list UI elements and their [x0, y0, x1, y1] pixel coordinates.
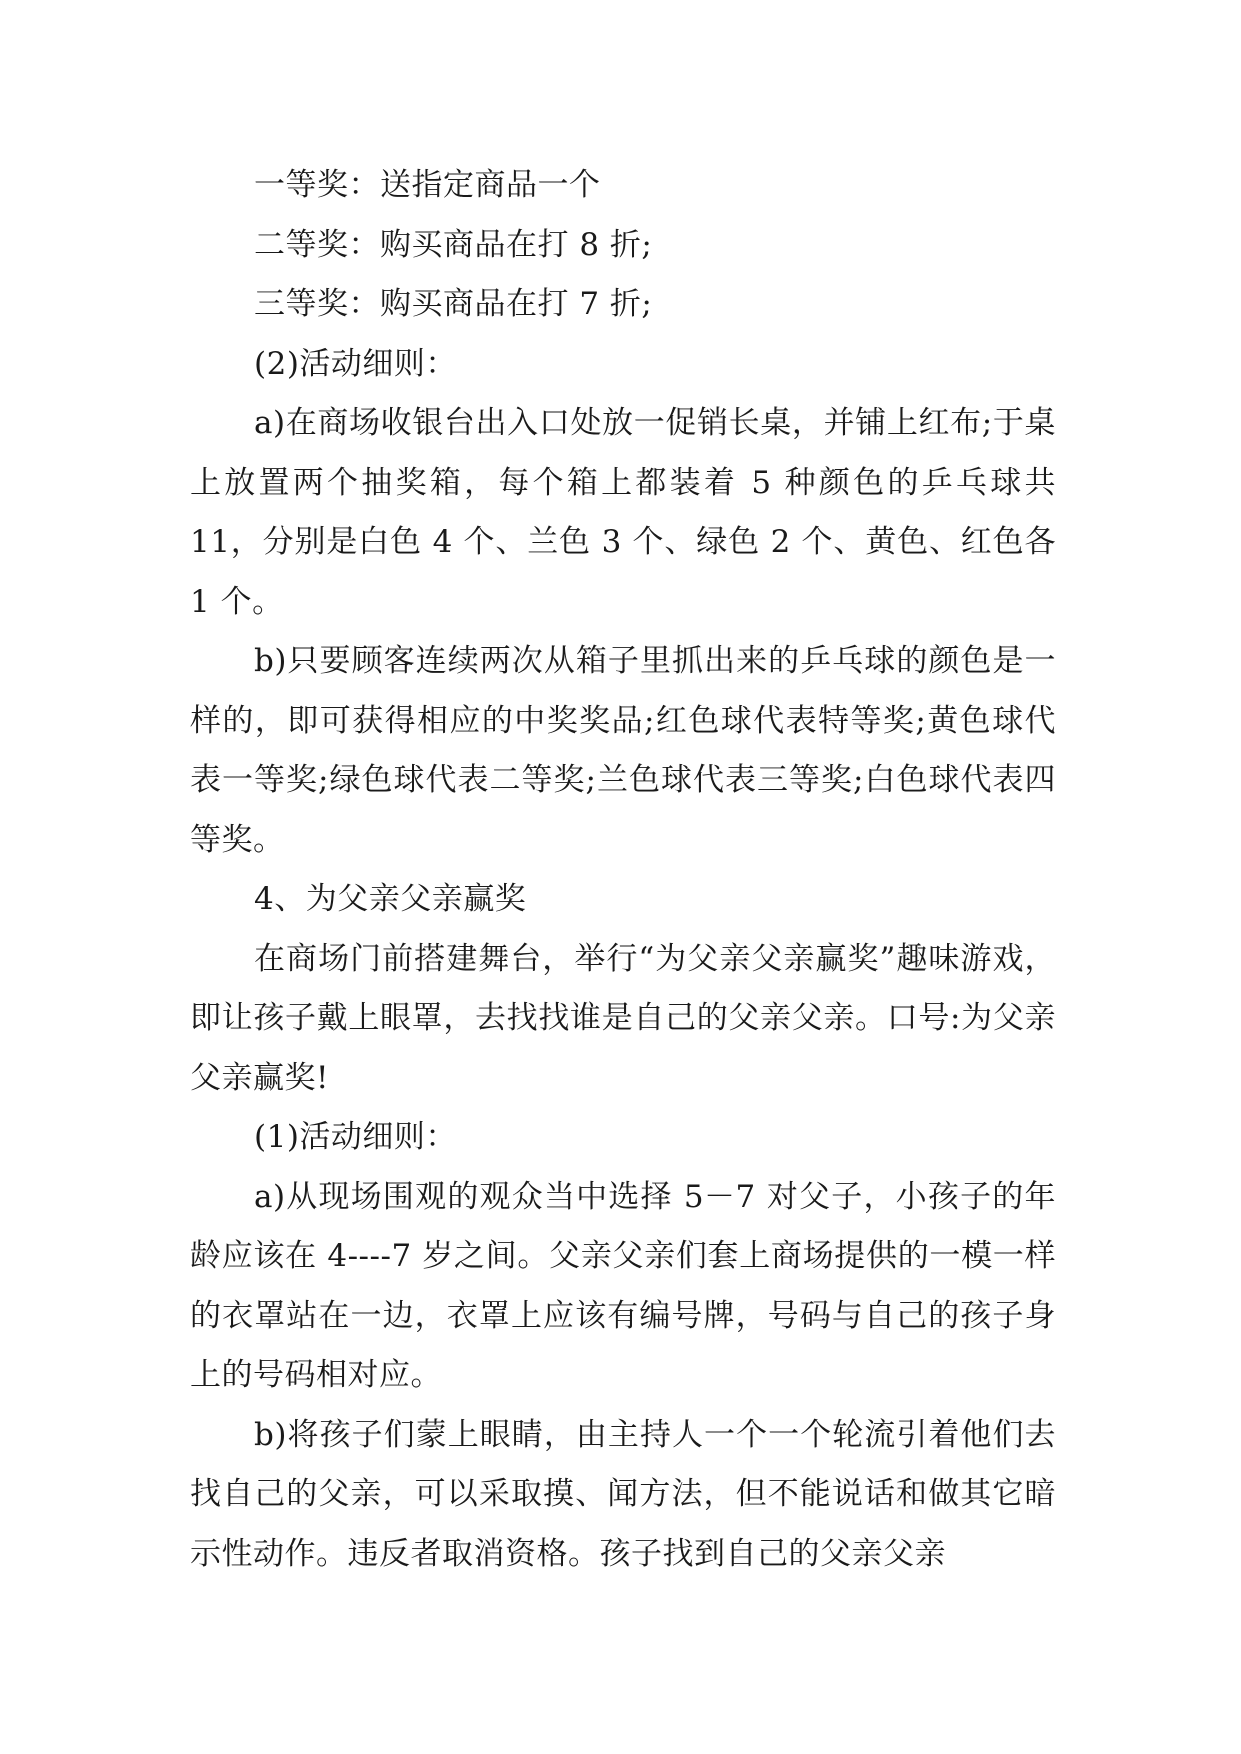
- paragraph-section-4-heading: 4、为父亲父亲赢奖: [254, 881, 527, 917]
- paragraph-rules-heading-1: (1)活动细则：: [254, 1119, 457, 1155]
- paragraph-rule-a-lottery: a)在商场收银台出入口处放一促销长桌，并铺上红布;于桌上放置两个抽奖箱，每个箱上都装着 5 种颜色的乒乓球共 11，分别是白色 4 个、兰色 3 个、绿色 2 个、黄色、红色各 1 个。: [190, 405, 1056, 620]
- paragraph-rules-heading-2: (2)活动细则：: [254, 345, 457, 382]
- paragraph-section-4-intro: 在商场门前搭建舞台，举行“为父亲父亲赢奖”趣味游戏，即让孩子戴上眼罩，去找找谁是自己的父亲父亲。口号:为父亲父亲赢奖!: [190, 940, 1056, 1096]
- paragraph-prize-third: 三等奖：购买商品在打 7 折;: [254, 286, 653, 322]
- paragraph-rule-b-lottery: b)只要顾客连续两次从箱子里抓出来的乒乓球的颜色是一样的，即可获得相应的中奖奖品;红色球代表特等奖;黄色球代表一等奖;绿色球代表二等奖;兰色球代表三等奖;白色球代表四等奖。: [190, 643, 1056, 858]
- paragraph-rule-a-game: a)从现场围观的观众当中选择 5－7 对父子，小孩子的年龄应该在 4----7 岁之间。父亲父亲们套上商场提供的一模一样的衣罩站在一边，衣罩上应该有编号牌，号码与自己的孩子身上的号码相对应。: [190, 1178, 1056, 1393]
- paragraph-prize-first: 一等奖：送指定商品一个: [254, 167, 601, 203]
- paragraph-prize-second: 二等奖：购买商品在打 8 折;: [254, 226, 653, 263]
- paragraph-rule-b-game: b)将孩子们蒙上眼睛，由主持人一个一个轮流引着他们去找自己的父亲，可以采取摸、闻方法，但不能说话和做其它暗示性动作。违反者取消资格。孩子找到自己的父亲父亲: [190, 1416, 1056, 1572]
- document-body: [190, 156, 1056, 1584]
